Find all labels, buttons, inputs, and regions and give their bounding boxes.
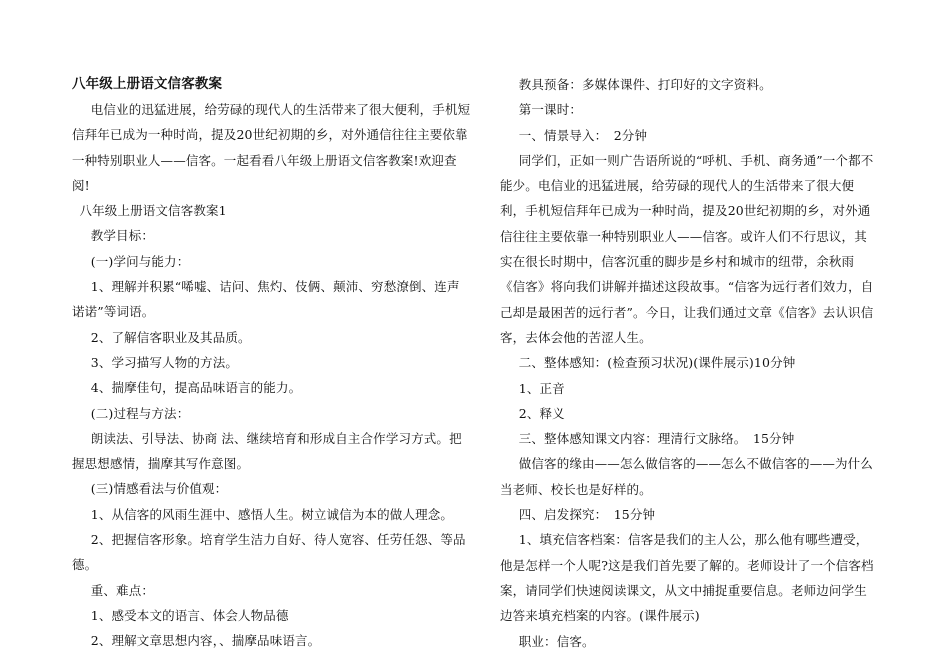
right-column [500, 72, 878, 654]
teaching-goals-heading: 教学目标： [90, 228, 155, 244]
first-lesson-heading: 第一课时： [518, 102, 583, 118]
step-heading: 四、启发探究： 15分钟 [518, 507, 656, 523]
key-points-heading: 重、难点： [90, 582, 155, 598]
methods-paragraph: 朗读法、引导法、协商 法、继续培育和形成自主合作学习方式。把握思想感情，揣摩其写作意图。 [72, 430, 462, 472]
step-heading: 三、整体感知课文内容：理清行文脉络。 15分钟 [518, 431, 795, 447]
archive-paragraph: 1、填充信客档案：信客是我们的主人公，那么他有哪些遭受，他是怎样一个人呢?这是我们首先要了解的。老师设计了一个信客档案，请同学们快速阅读课文，从文中捕捉重要信息。老师边问学生边答来填充档案的内容。(课件展示) [500, 532, 874, 624]
step-item: 1、正音 [518, 380, 565, 396]
key-point-item: 1、感受本文的语言、体会人物品德 [90, 607, 289, 623]
goal-item: 1、从信客的风雨生涯中、感悟人生。树立诚信为本的做人理念。 [90, 506, 454, 522]
occupation-line: 职业：信客。 [518, 633, 595, 649]
intro-paragraph: 电信业的迅猛进展，给劳碌的现代人的生活带来了很大便利，手机短信拜年已成为一种时尚，提及20世纪初期的乡，对外通信往往主要依靠一种特别职业人——信客。一起看看八年级上册语文信客教案!欢迎查阅! [72, 102, 471, 193]
structure-paragraph: 做信客的缘由——怎么做信客的——怎么不做信客的——为什么当老师、校长也是好样的。 [500, 456, 873, 497]
goal-item: 3、学习描写人物的方法。 [90, 354, 239, 370]
goal-section-knowledge: (一)学问与能力： [90, 253, 190, 269]
goal-item: 2、了解信客职业及其品质。 [90, 329, 251, 345]
lesson-plan-heading: 八年级上册语文信客教案1 [79, 203, 227, 219]
goal-section-values: (三)情感看法与价值观： [90, 481, 228, 497]
left-column [72, 72, 472, 654]
goal-item: 2、把握信客形象。培育学生洁力自好、待人宽容、任劳任怨、等品德。 [72, 532, 466, 573]
goal-item: 4、揣摩佳句，提高品味语言的能力。 [90, 380, 302, 396]
materials-paragraph: 教具预备：多媒体课件、打印好的文字资料。 [518, 77, 772, 92]
key-point-item: 2、理解文章思想内容，、揣摩品味语言。 [90, 633, 321, 649]
introduction-paragraph: 同学们，正如一则广告语所说的“呼机、手机、商务通”一个都不能少。电信业的迅猛进展，给劳碌的现代人的生活带来了很大便利，手机短信拜年已成为一种时尚，提及20世纪初期的乡，对外通信往往主要依靠一种特别职业人——信客。或许人们不行思议，其实在很长时期中，信客沉重的脚步是乡村和城市的纽带，余秋雨《信客》将向我们讲解并描述这段故事。“信客为远行者们效力，自己却是最困苦的远行者”。今日，让我们通过文章《信客》去认识信客，去体会他的苦涩人生。 [500, 152, 874, 345]
step-item: 2、释义 [518, 405, 565, 421]
goal-section-process: (二)过程与方法： [90, 405, 190, 421]
goal-item: 1、理解并积累“唏嘘、诘问、焦灼、伎俩、颠沛、穷愁潦倒、连声诺诺”等词语。 [72, 279, 460, 320]
document-title: 八年级上册语文信客教案 [72, 76, 223, 92]
step-heading: 一、情景导入： 2分钟 [518, 127, 648, 143]
step-heading: 二、整体感知：(检查预习状况)(课件展示)10分钟 [518, 355, 796, 371]
